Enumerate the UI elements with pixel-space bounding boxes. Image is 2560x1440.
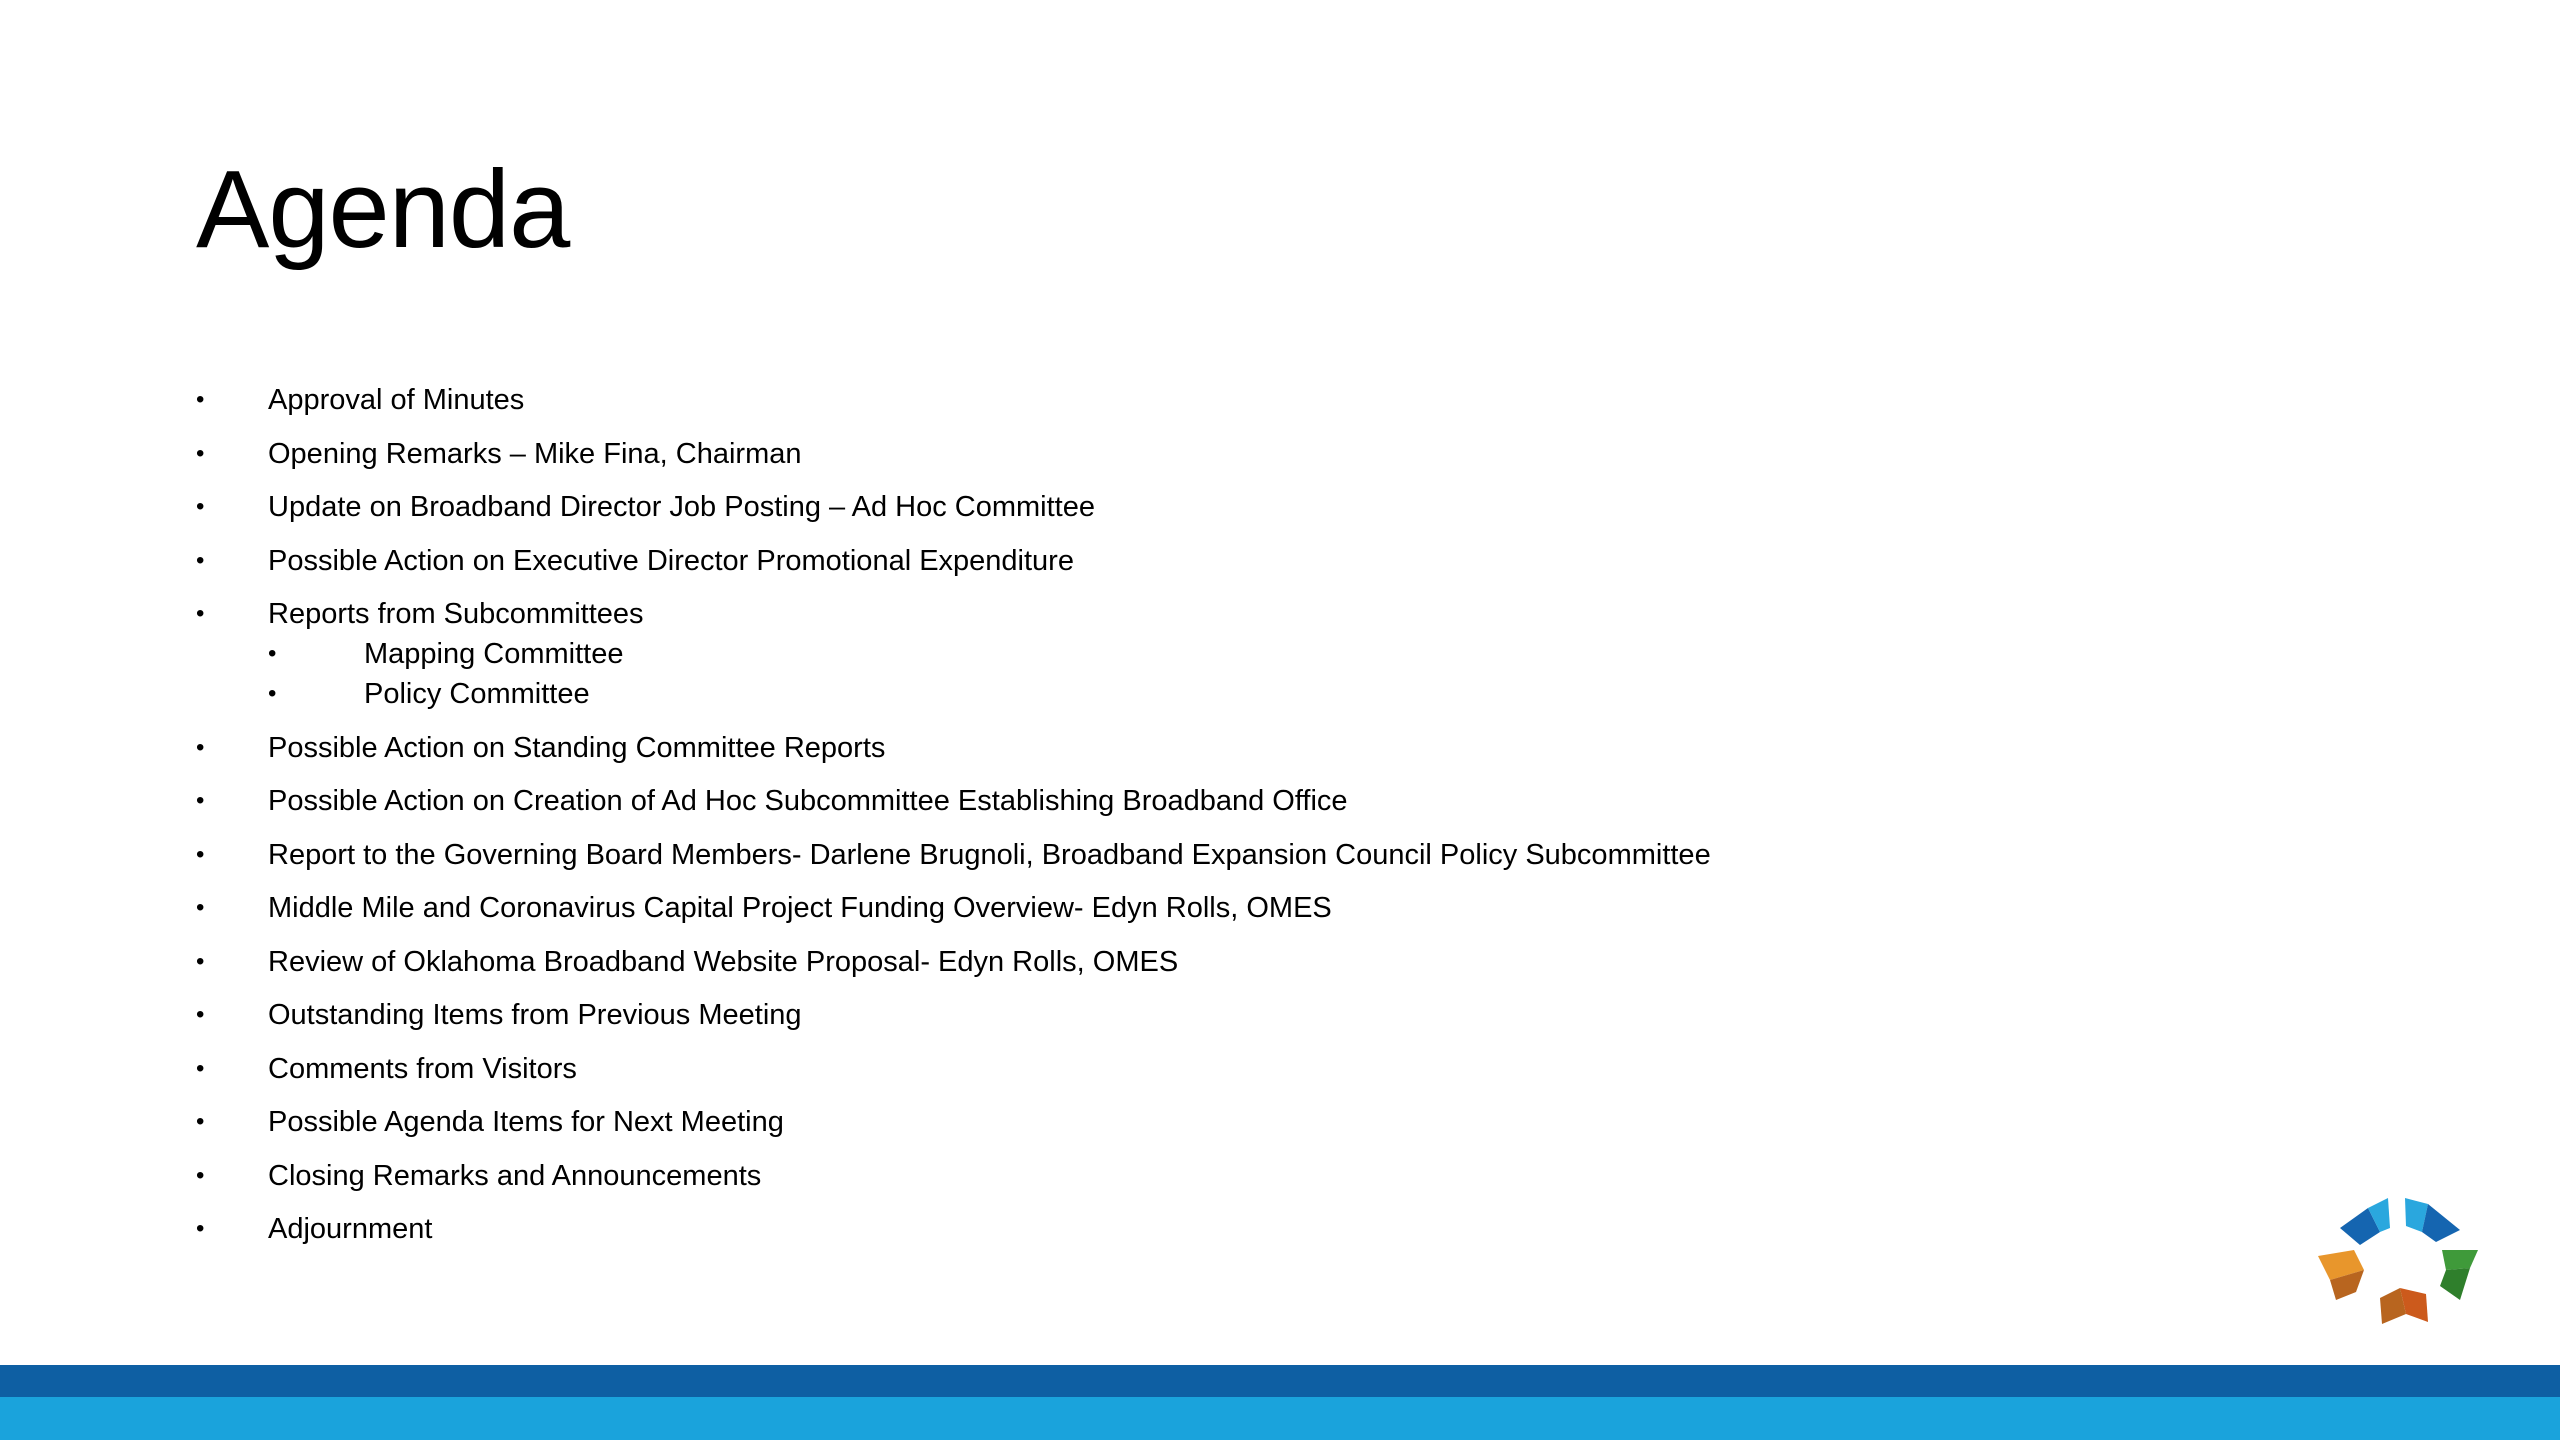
logo-shard [2440,1268,2470,1300]
agenda-sub-item [268,674,2196,714]
agenda-item [196,781,2196,821]
agenda-item [196,1102,2196,1142]
sub-bullet-icon: • [268,680,277,707]
agenda-item-label: Possible Action on Standing Committee Reports [268,731,886,764]
sub-bullet-icon: • [268,640,277,667]
agenda-item-label: Opening Remarks – Mike Fina, Chairman [268,437,802,470]
agenda-item-label: Possible Action on Executive Director Promotional Expenditure [268,544,1074,577]
agenda-item [196,487,2196,527]
bullet-icon: • [196,386,205,413]
agenda-item [196,835,2196,875]
bullet-icon: • [196,493,205,520]
logo-shard [2442,1250,2478,1270]
bullet-icon: • [196,787,205,814]
bullet-icon: • [196,546,205,574]
bullet-icon: • [196,439,205,467]
agenda-sub-list [268,634,2196,714]
agenda-item-label: Review of Oklahoma Broadband Website Proposal- Edyn Rolls, OMES [268,945,1179,978]
agenda-item [196,434,2196,474]
agenda-item [196,942,2196,982]
footer-bar-dark [0,1365,2560,1397]
agenda-item-with-subitems [196,594,2196,714]
agenda-item-label: Outstanding Items from Previous Meeting [268,999,802,1031]
agenda-item-label: Closing Remarks and Announcements [268,1159,762,1192]
agenda-sub-item [268,634,2196,674]
agenda-item-label: Middle Mile and Coronavirus Capital Project Funding Overview- Edyn Rolls, OMES [268,892,1332,924]
agenda-item-label: Update on Broadband Director Job Posting – Ad Hoc Committee [268,491,1095,523]
logo-shard [2422,1204,2460,1242]
agenda-item [196,888,2196,928]
agenda-item-label: Possible Agenda Items for Next Meeting [268,1106,784,1138]
agenda-sub-item-label: Mapping Committee [364,638,624,670]
agenda-item-label: Approval of Minutes [268,384,525,416]
bullet-icon: • [196,840,205,868]
bullet-icon: • [196,600,205,627]
logo-graphic [2310,1190,2495,1340]
bullet-icon: • [196,1161,205,1189]
bullet-icon: • [196,733,205,761]
footer-bar-light [0,1397,2560,1440]
bullet-icon: • [196,1108,205,1135]
bullet-icon: • [196,1054,205,1082]
agenda-item [196,1156,2196,1196]
agenda-item-label: Report to the Governing Board Members- Darlene Brugnoli, Broadband Expansion Council Policy Subcommittee [268,838,1711,871]
agenda-item-label: Reports from Subcommittees [268,598,644,630]
agenda-item-label: Comments from Visitors [268,1052,577,1085]
bullet-icon: • [196,894,205,921]
agenda-item [196,728,2196,768]
bullet-icon: • [196,1001,205,1028]
agenda-item [196,1209,2196,1249]
bullet-icon: • [196,947,205,975]
agenda-list [196,380,2196,1263]
agenda-item-label: Adjournment [268,1213,433,1245]
agenda-item [196,380,2196,420]
agenda-sub-item-label: Policy Committee [364,678,590,710]
oklahoma-star-logo-icon [2310,1190,2495,1340]
agenda-item [196,995,2196,1035]
agenda-item [196,1049,2196,1089]
bullet-icon: • [196,1215,205,1242]
agenda-item [196,541,2196,581]
slide-title: Agenda [196,148,570,271]
agenda-item-label: Possible Action on Creation of Ad Hoc Subcommittee Establishing Broadband Office [268,785,1348,817]
logo-shard [2400,1288,2428,1322]
